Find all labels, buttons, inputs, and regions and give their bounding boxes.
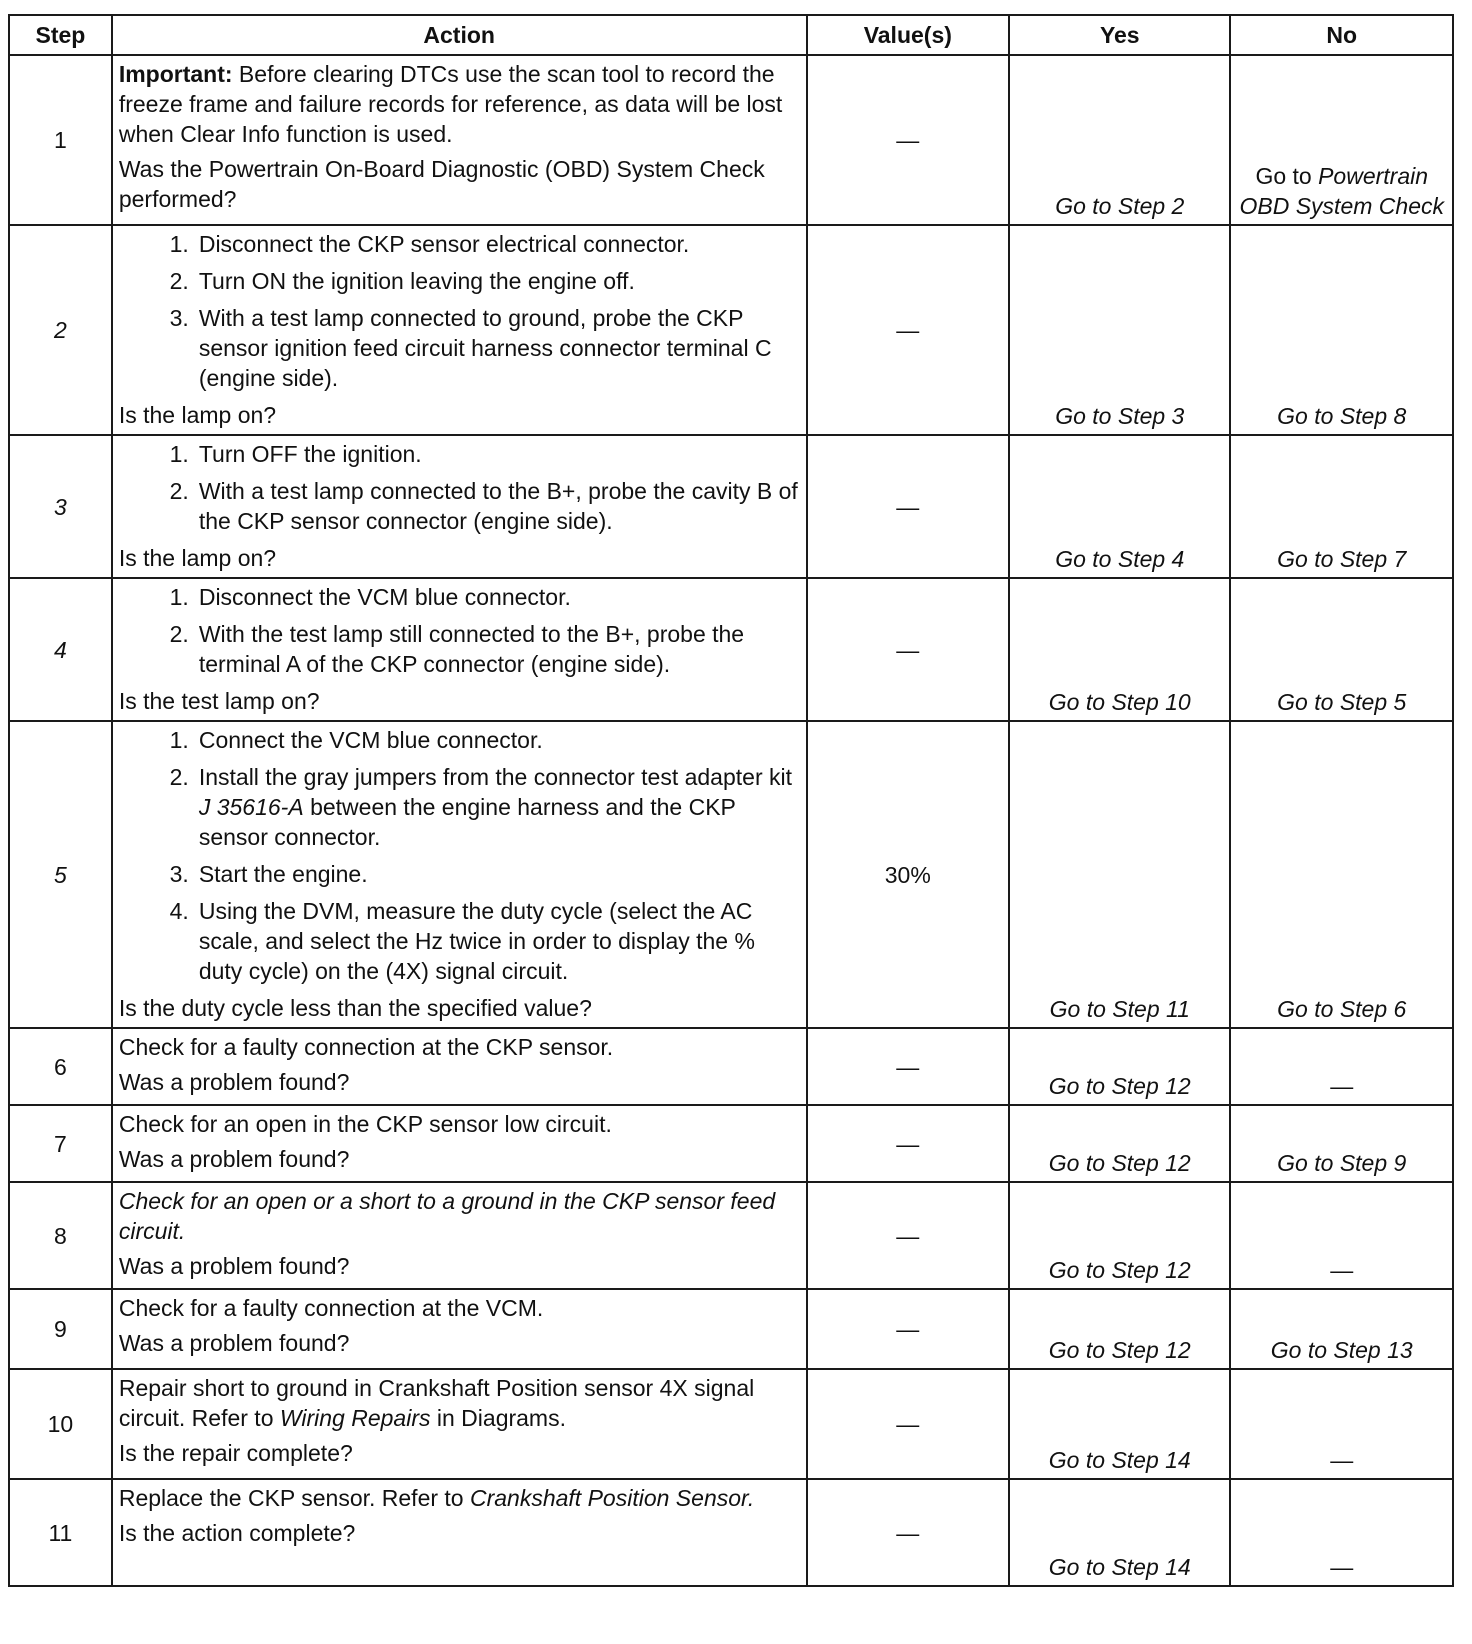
table-row	[9, 578, 1453, 721]
question-text: Is the lamp on?	[118, 402, 277, 428]
list-item: 2. With a test lamp connected to the B+, probe the cavity B of the CKP sensor connector (engine side).	[169, 478, 798, 534]
action-cell	[112, 1479, 807, 1586]
action-cell	[112, 435, 807, 578]
question-text: Is the test lamp on?	[118, 688, 320, 714]
action-cell	[112, 55, 807, 225]
question-text: Was a problem found?	[118, 1253, 350, 1279]
table-row	[9, 721, 1453, 1028]
action-cell	[112, 578, 807, 721]
step-number: 8	[9, 1182, 112, 1289]
no-link[interactable]: Go to Step 7	[1230, 435, 1453, 578]
yes-link[interactable]: Go to Step 14	[1009, 1479, 1230, 1586]
action-cell	[112, 1105, 807, 1182]
value-cell: —	[807, 225, 1010, 435]
step-number: 10	[9, 1369, 112, 1479]
no-link: —	[1230, 1182, 1453, 1289]
yes-link[interactable]: Go to Step 12	[1009, 1028, 1230, 1105]
value-cell: —	[807, 1105, 1010, 1182]
action-cell	[112, 225, 807, 435]
table-row	[9, 1182, 1453, 1289]
value-cell: —	[807, 1028, 1010, 1105]
no-link-prefix: Go to	[1255, 163, 1319, 189]
header-yes: Yes	[1009, 15, 1230, 55]
yes-link[interactable]: Go to Step 12	[1009, 1105, 1230, 1182]
instruction-text: Repair short to ground in Crankshaft Position sensor 4X signal circuit. Refer to Wiring Repairs in Diagrams.	[118, 1375, 755, 1431]
step-number: 5	[9, 721, 112, 1028]
step-number: 1	[9, 55, 112, 225]
header-row	[9, 15, 1453, 55]
step-number: 11	[9, 1479, 112, 1586]
value-cell: —	[807, 1369, 1010, 1479]
yes-link[interactable]: Go to Step 12	[1009, 1289, 1230, 1369]
list-item: 4. Using the DVM, measure the duty cycle (select the AC scale, and select the Hz twice in order to display the % duty cycle) on the (4X) signal circuit.	[169, 898, 755, 984]
yes-link[interactable]: Go to Step 10	[1009, 578, 1230, 721]
no-link: —	[1230, 1028, 1453, 1105]
table-row	[9, 55, 1453, 225]
yes-link[interactable]: Go to Step 2	[1009, 55, 1230, 225]
ckp-sensor-link[interactable]: Crankshaft Position Sensor.	[469, 1485, 755, 1511]
header-step: Step	[9, 15, 112, 55]
wiring-repairs-link[interactable]: Wiring Repairs	[279, 1405, 431, 1431]
question-text: Was a problem found?	[118, 1330, 350, 1356]
important-text: Before clearing DTCs use the scan tool to record the freeze frame and failure records for reference, as data will be lost when Clear Info function is used.	[118, 61, 783, 147]
value-cell: —	[807, 435, 1010, 578]
action-cell	[112, 721, 807, 1028]
list-item: 1. Turn OFF the ignition.	[169, 441, 422, 467]
instruction-text: Check for a faulty connection at the CKP sensor.	[118, 1034, 614, 1060]
instruction-text: Replace the CKP sensor. Refer to Crankshaft Position Sensor.	[118, 1485, 755, 1511]
diagnostic-table	[8, 14, 1454, 1587]
table-row	[9, 1479, 1453, 1586]
yes-link[interactable]: Go to Step 11	[1009, 721, 1230, 1028]
yes-link[interactable]: Go to Step 12	[1009, 1182, 1230, 1289]
instruction-text: Check for an open in the CKP sensor low circuit.	[118, 1111, 612, 1137]
question-text: Is the action complete?	[118, 1520, 356, 1546]
no-link[interactable]: Go to Step 8	[1230, 225, 1453, 435]
list-item: 2. With the test lamp still connected to the B+, probe the terminal A of the CKP connector (engine side).	[169, 621, 745, 677]
yes-link[interactable]: Go to Step 4	[1009, 435, 1230, 578]
question-text: Is the duty cycle less than the specified value?	[118, 995, 592, 1021]
value-cell: —	[807, 1479, 1010, 1586]
step-number: 9	[9, 1289, 112, 1369]
table-row	[9, 1105, 1453, 1182]
action-cell	[112, 1028, 807, 1105]
step-number: 6	[9, 1028, 112, 1105]
question-text: Was a problem found?	[118, 1069, 350, 1095]
list-item: 1. Disconnect the VCM blue connector.	[169, 584, 571, 610]
important-note	[119, 59, 800, 149]
value-cell: —	[807, 578, 1010, 721]
question-text: Was a problem found?	[118, 1146, 350, 1172]
yes-link[interactable]: Go to Step 14	[1009, 1369, 1230, 1479]
no-link[interactable]: Go to Step 9	[1230, 1105, 1453, 1182]
list-item: 2. Install the gray jumpers from the connector test adapter kit J 35616-A between the engine harness and the CKP sensor connector.	[169, 764, 792, 850]
value-cell: 30%	[807, 721, 1010, 1028]
tool-reference: J 35616-A	[198, 794, 304, 820]
list-item: 3. With a test lamp connected to ground, probe the CKP sensor ignition feed circuit harness connector terminal C (engine side).	[169, 305, 772, 391]
step-number: 7	[9, 1105, 112, 1182]
important-label: Important:	[118, 61, 233, 87]
value-cell: —	[807, 1182, 1010, 1289]
header-action: Action	[112, 15, 807, 55]
table-row	[9, 1289, 1453, 1369]
instruction-text: Check for a faulty connection at the VCM.	[118, 1295, 544, 1321]
table-row	[9, 435, 1453, 578]
value-cell: —	[807, 55, 1010, 225]
question-text: Was the Powertrain On-Board Diagnostic (OBD) System Check performed?	[118, 156, 765, 212]
no-link: —	[1230, 1479, 1453, 1586]
value-cell: —	[807, 1289, 1010, 1369]
no-link[interactable]	[1230, 55, 1453, 225]
no-link[interactable]: Go to Step 13	[1230, 1289, 1453, 1369]
action-cell	[112, 1369, 807, 1479]
list-item: 1. Connect the VCM blue connector.	[169, 727, 543, 753]
no-link[interactable]: Go to Step 6	[1230, 721, 1453, 1028]
table-row	[9, 1369, 1453, 1479]
action-cell	[112, 1182, 807, 1289]
step-number: 2	[9, 225, 112, 435]
header-values: Value(s)	[807, 15, 1010, 55]
question-text: Is the lamp on?	[118, 545, 277, 571]
step-number: 3	[9, 435, 112, 578]
list-item: 1. Disconnect the CKP sensor electrical connector.	[169, 231, 690, 257]
question-text: Is the repair complete?	[118, 1440, 353, 1466]
action-cell	[112, 1289, 807, 1369]
list-item: 3. Start the engine.	[169, 861, 368, 887]
no-link[interactable]: Go to Step 5	[1230, 578, 1453, 721]
no-link-ref: Powertrain OBD System Check	[1239, 163, 1444, 219]
no-link: —	[1230, 1369, 1453, 1479]
step-number: 4	[9, 578, 112, 721]
header-no: No	[1230, 15, 1453, 55]
instruction-text: Check for an open or a short to a ground in the CKP sensor feed circuit.	[118, 1188, 776, 1244]
table-row	[9, 225, 1453, 435]
yes-link[interactable]: Go to Step 3	[1009, 225, 1230, 435]
table-row	[9, 1028, 1453, 1105]
list-item: 2. Turn ON the ignition leaving the engine off.	[169, 268, 635, 294]
